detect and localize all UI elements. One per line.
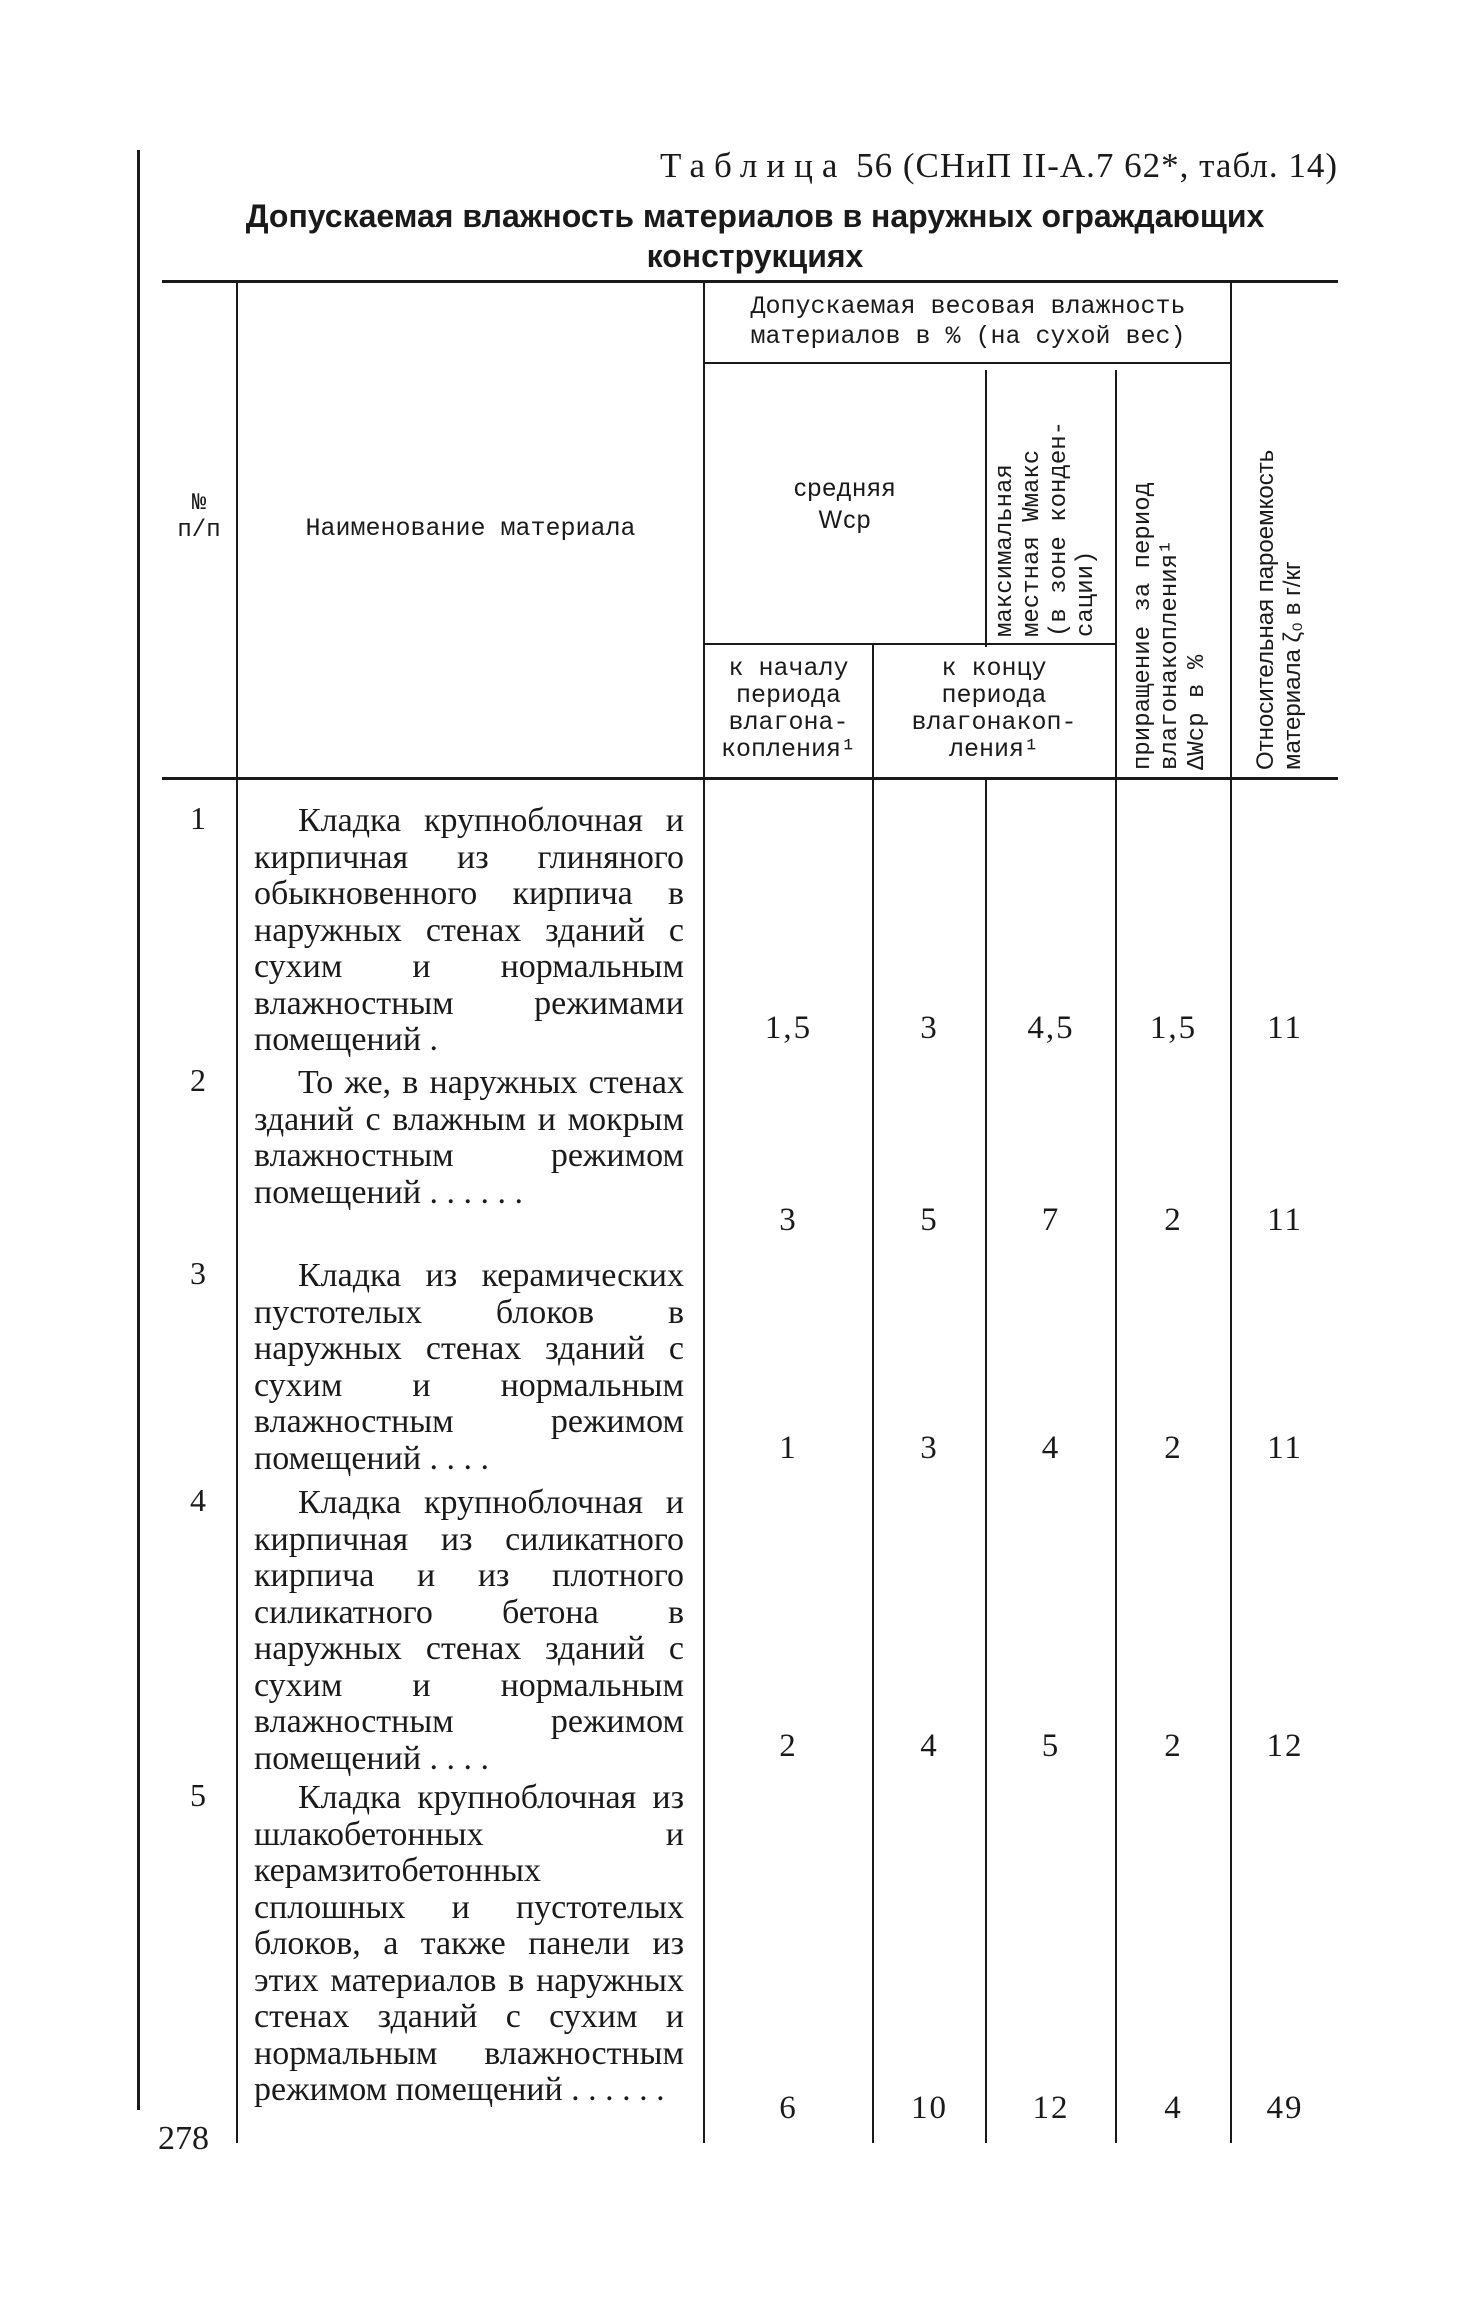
cell-vapor: 49: [1266, 2090, 1304, 2126]
table-top-rule: [162, 280, 1338, 283]
cell-vapor: 11: [1267, 1010, 1303, 1046]
subheader-rule: [703, 643, 1115, 645]
cell-max: 5: [1041, 1728, 1061, 1764]
cell-vapor: 11: [1267, 1430, 1303, 1466]
cell-max: 7: [1041, 1202, 1061, 1238]
table-label: Таблица: [659, 146, 847, 185]
table-number: [660, 146, 1338, 186]
col-divider-end: [985, 370, 987, 647]
cell-max: 12: [1032, 2090, 1070, 2126]
cell-increment: 1,5: [1149, 1010, 1198, 1046]
page-number: 278: [158, 2120, 209, 2157]
row-num: 4: [190, 1482, 206, 1518]
header-material-name: Наименование материала: [305, 514, 636, 543]
group-header-rule: [703, 362, 1230, 364]
cell-vapor: 11: [1267, 1202, 1303, 1238]
header-max-local: максимальная местная Wмакс (в зоне конден- сации): [992, 420, 1100, 637]
header-at-start: к началу периода влагона- копления¹: [720, 654, 857, 764]
header-increment: приращение за период влагонакопления¹ ΔWср в %: [1130, 481, 1211, 770]
cell-increment: 4: [1164, 2090, 1183, 2126]
row-material-name: То же, в наружных стенах зданий с влажным и мокрым влажностным режимом помещений . . . . . .: [254, 1064, 684, 1211]
cell-start: 1,5: [764, 1010, 813, 1046]
cell-vapor: 12: [1266, 1728, 1304, 1764]
row-material-name: Кладка крупноблочная из шлакобетонных и керамзитобетонных сплошных и пустотелых блоков, а также панели из этих материалов в наружных стенах зданий с сухим и нормальным влажностным режимом помещений . . . . . .: [254, 1779, 684, 2108]
cell-start: 6: [779, 2090, 798, 2126]
header-vapor-capacity: Относительная пароемкость материала ζ₀ в г/кг: [1252, 449, 1306, 770]
row-material-name: Кладка из керамических пустотелых блоков в наружных стенах зданий с сухим и нормальным влажностным режимом помещений . . . .: [254, 1257, 684, 1477]
table-title: Допускаемая влажность материалов в наружных ограждающих конструкциях: [245, 198, 1265, 274]
cell-increment: 2: [1164, 1430, 1183, 1466]
cell-end: 10: [911, 2090, 948, 2126]
cell-start: 3: [779, 1202, 798, 1238]
row-material-name: Кладка крупноблочная и кирпичная из глиняного обыкновенного кирпича в наружных стенах зданий с сухим и нормальным влажностным режимами помещений .: [254, 802, 684, 1058]
header-num: № п/п: [177, 490, 221, 544]
cell-max: 4: [1041, 1430, 1061, 1466]
table-source: 56 (СНиП II-А.7 62*, табл. 14): [846, 146, 1338, 185]
row-num: 1: [190, 800, 206, 836]
cell-increment: 2: [1164, 1728, 1183, 1764]
cell-start: 2: [779, 1728, 798, 1764]
col-divider-num: [236, 283, 238, 2143]
cell-end: 4: [920, 1728, 939, 1764]
cell-max: 4,5: [1027, 1010, 1075, 1046]
page-margin-rule: [137, 150, 140, 2110]
cell-increment: 2: [1164, 1202, 1183, 1238]
cell-end: 3: [920, 1430, 939, 1466]
col-divider-max: [1115, 370, 1117, 777]
col-divider-inc: [1230, 283, 1232, 777]
header-allowed-moisture: Допускаемая весовая влажность материалов в % (на сухой вес): [750, 292, 1186, 351]
row-num: 5: [190, 1777, 206, 1813]
row-num: 2: [190, 1062, 206, 1098]
header-at-end: к концу периода влагонакоп- ления¹: [911, 654, 1077, 764]
row-num: 3: [190, 1255, 206, 1291]
cell-end: 5: [920, 1202, 939, 1238]
row-material-name: Кладка крупноблочная и кирпичная из силикатного кирпича и из плотного силикатного бетона в наружных стенах зданий с сухим и нормальным влажностным режимом помещений . . . .: [254, 1484, 684, 1777]
header-bottom-rule: [162, 777, 1338, 780]
cell-end: 3: [920, 1010, 939, 1046]
header-mean: средняя Wср: [793, 474, 897, 534]
cell-start: 1: [779, 1430, 798, 1466]
